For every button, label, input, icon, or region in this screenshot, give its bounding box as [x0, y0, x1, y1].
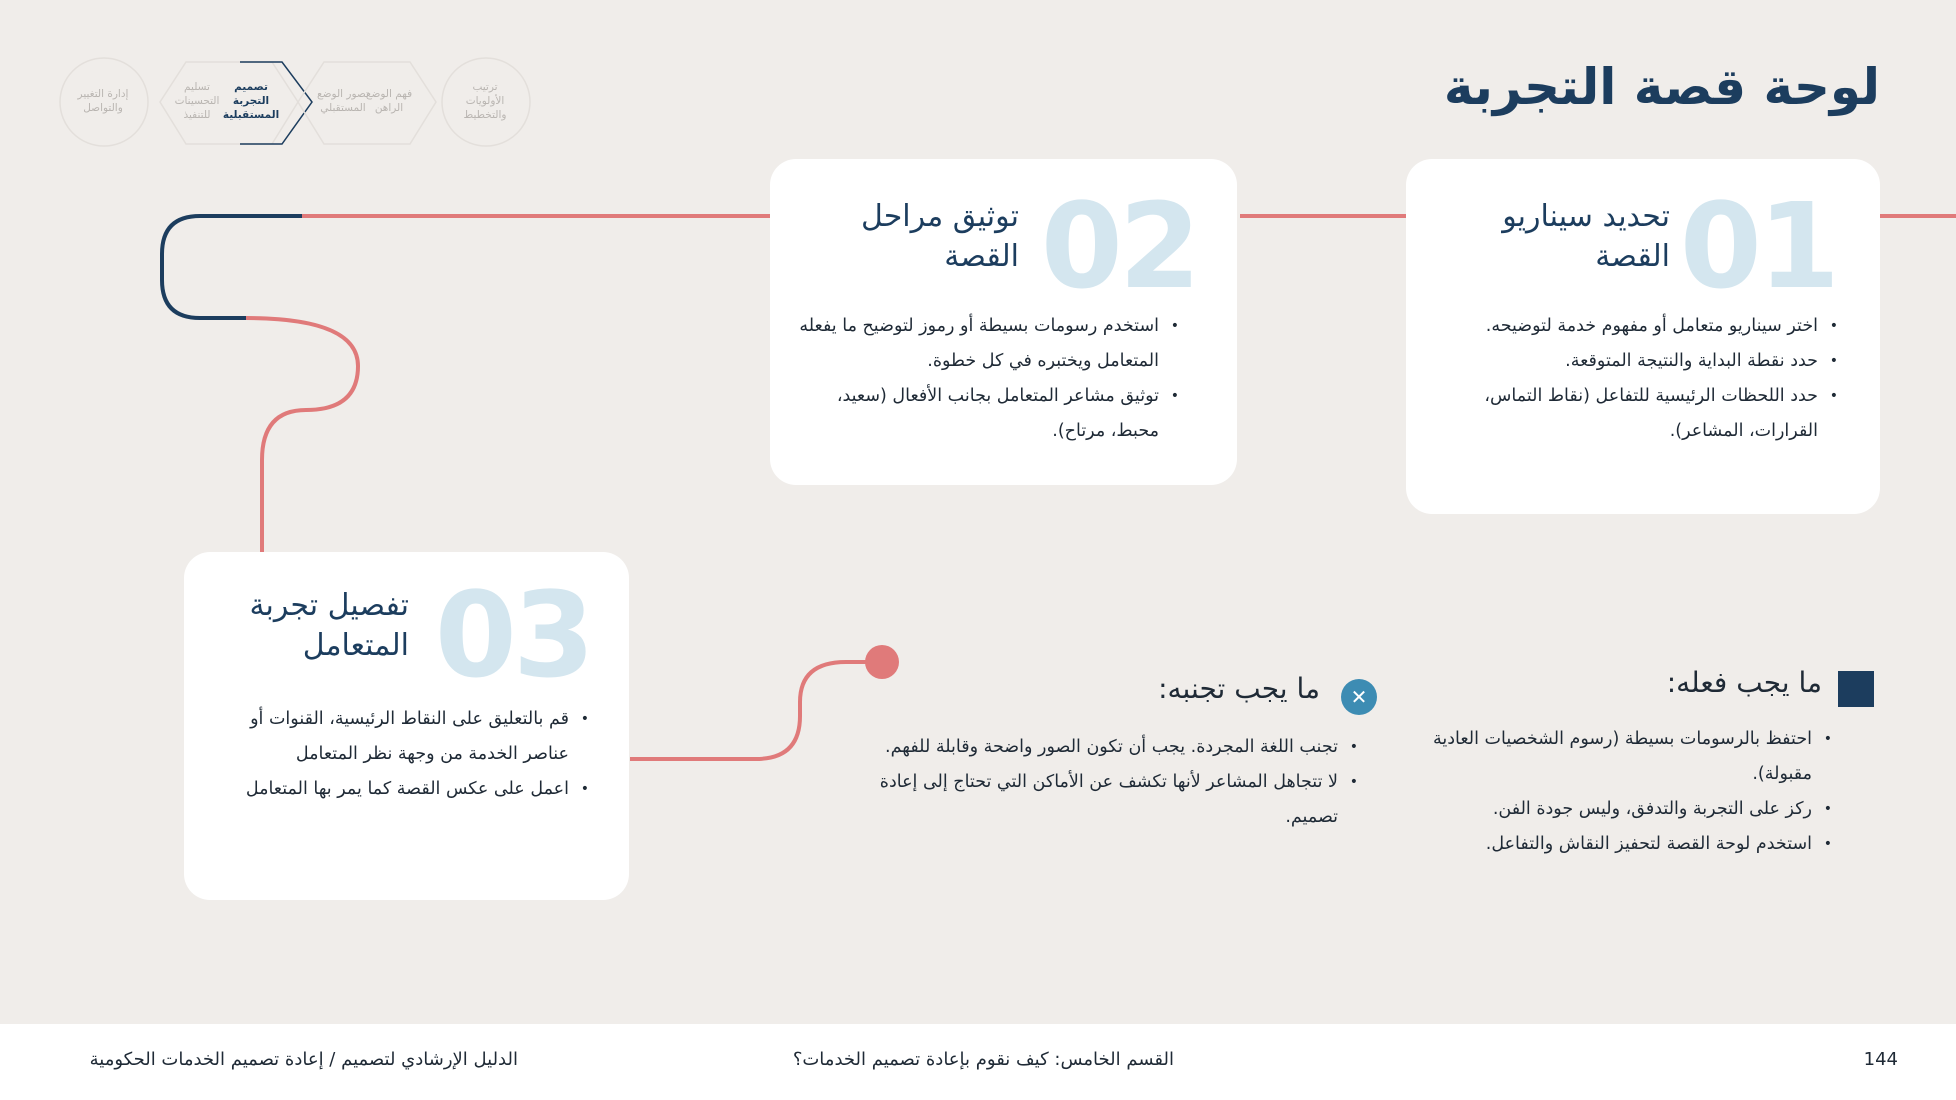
step-card-03	[184, 552, 629, 900]
bullet-item: • حدد نقطة البداية والنتيجة المتوقعة.	[1426, 344, 1818, 379]
step-change-management[interactable]: إدارة التغيير والتواصل	[77, 88, 129, 114]
step-number: 03	[434, 566, 591, 704]
dos-bullets	[1432, 722, 1834, 862]
bullet-item: • توثيق مشاعر المتعامل بجانب الأفعال (سعيد، محبط، مرتاح).	[789, 379, 1159, 449]
bullet-item: • احتفظ بالرسومات بسيطة (رسوم الشخصيات العادية مقبولة).	[1432, 722, 1812, 792]
bullet-item: • قم بالتعليق على النقاط الرئيسية، القنوات أو عناصر الخدمة من وجهة نظر المتعامل	[199, 702, 569, 772]
dos-heading: ما يجب فعله:	[1666, 666, 1822, 699]
bullet-item: • لا تتجاهل المشاعر لأنها تكشف عن الأماكن التي تحتاج إلى إعادة تصميم.	[868, 765, 1338, 835]
step-number: 01	[1679, 177, 1836, 315]
step-bullets	[789, 309, 1181, 449]
page-title: لوحة قصة التجربة	[1443, 58, 1880, 116]
step-title: توثيق مراحل القصة	[860, 199, 1019, 274]
page-footer	[0, 1024, 1956, 1100]
step-bullets	[199, 702, 591, 807]
step-bullets	[1426, 309, 1840, 449]
bullet-item: • تجنب اللغة المجردة. يجب أن تكون الصور واضحة وقابلة للفهم.	[868, 730, 1338, 765]
step-design-future-experience[interactable]: تصميم التجربة المستقبلية	[222, 81, 280, 121]
bullet-item: • اختر سيناريو متعامل أو مفهوم خدمة لتوضيحه.	[1426, 309, 1818, 344]
step-title: تفصيل تجربة المتعامل	[249, 588, 409, 663]
step-envision-future[interactable]: تصور الوضع المستقبلي	[317, 88, 369, 114]
bullet-item: • حدد اللحظات الرئيسية للتفاعل (نقاط التماس، القرارات، المشاعر).	[1426, 379, 1818, 449]
footer-section-title: القسم الخامس: كيف نقوم بإعادة تصميم الخدمات؟	[792, 1049, 1174, 1070]
bullet-item: • اعمل على عكس القصة كما يمر بها المتعامل	[199, 772, 569, 807]
step-number: 02	[1040, 177, 1197, 315]
step-card-02	[770, 159, 1237, 485]
page-number: 144	[1863, 1049, 1898, 1070]
donts-heading: ما يجب تجنبه:	[1158, 672, 1320, 705]
footer-document-title: الدليل الإرشادي لتصميم / إعادة تصميم الخدمات الحكومية	[89, 1049, 518, 1070]
bullet-item: • استخدم رسومات بسيطة أو رموز لتوضيح ما يفعله المتعامل ويختبره في كل خطوة.	[789, 309, 1159, 379]
bullet-item: • ركز على التجربة والتدفق، وليس جودة الفن.	[1432, 792, 1812, 827]
step-understand-current[interactable]: فهم الوضع الراهن	[365, 88, 413, 114]
bullet-item: • استخدم لوحة القصة لتحفيز النقاش والتفاعل.	[1432, 827, 1812, 862]
square-icon	[1838, 671, 1874, 707]
step-deliver-improvements[interactable]: تسليم التحسينات للتنفيذ	[174, 81, 220, 121]
donts-bullets	[868, 730, 1360, 835]
step-card-01	[1406, 159, 1880, 514]
step-prioritize-plan[interactable]: ترتيب الأولويات والتخطيط	[463, 81, 507, 121]
close-circle-icon: ✕	[1341, 679, 1377, 715]
step-title: تحديد سيناريو القصة	[1502, 199, 1670, 274]
